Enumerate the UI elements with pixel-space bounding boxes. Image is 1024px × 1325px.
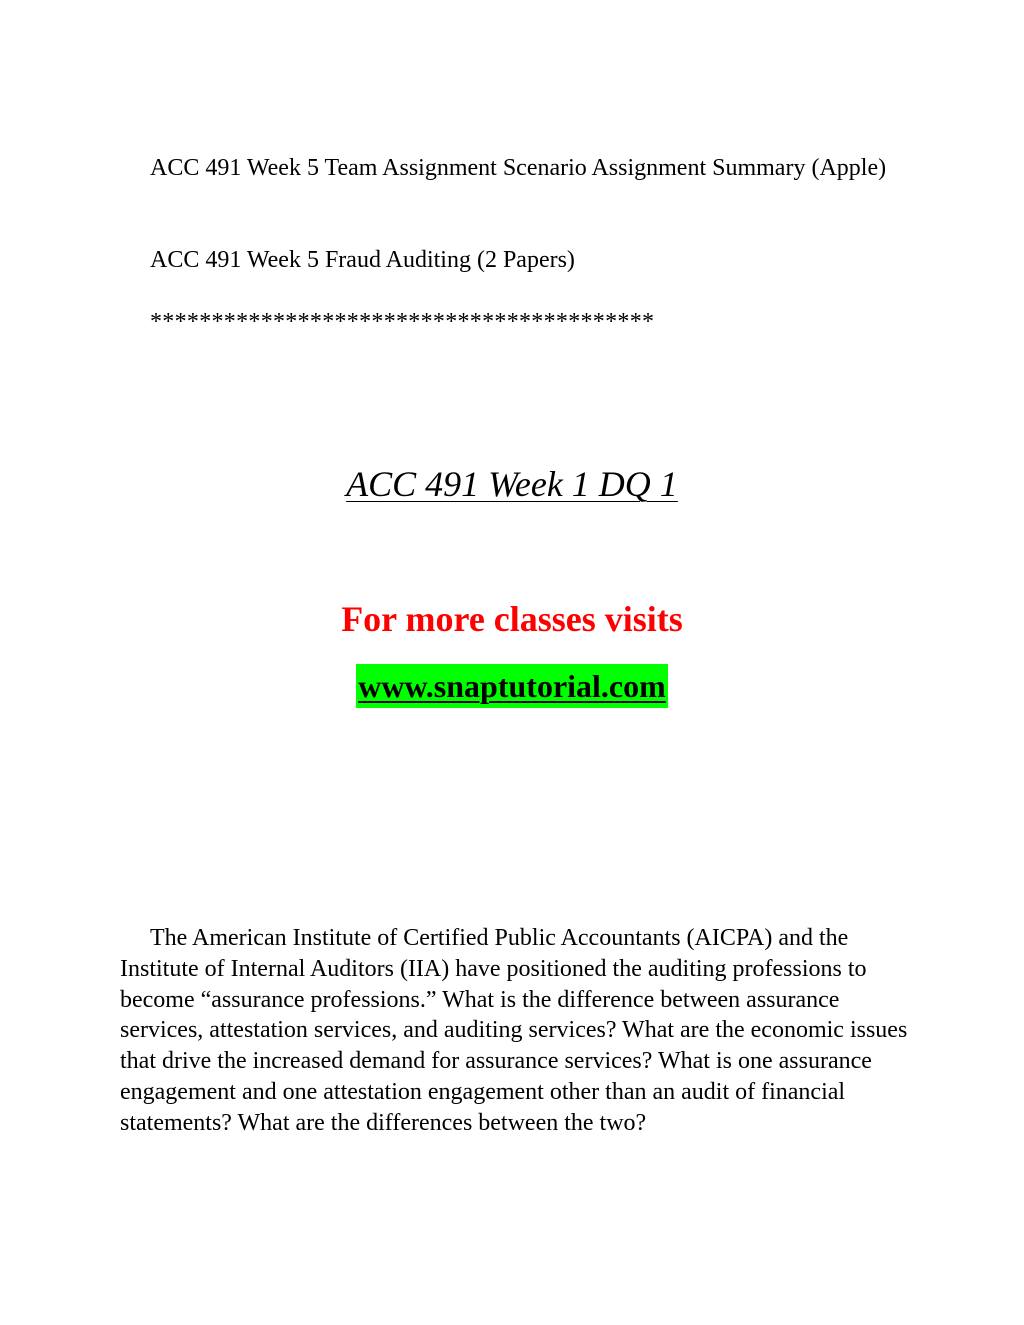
question-paragraph: The American Institute of Certified Public Accountants (AICPA) and the Institute of Internal Auditors (IIA) have positioned the auditing professions to become “assurance professions.” What is the difference between assurance services, attestation services, and auditing services? What are the economic issues that drive the increased demand for assurance services? What is one assurance engagement and one attestation engagement other than an audit of financial statements? What are the differences between the two? — [120, 925, 908, 1136]
promo-text: For more classes visits — [341, 599, 683, 639]
website-line — [0, 664, 1024, 708]
section-title-text: ACC 491 Week 1 DQ 1 — [346, 464, 678, 504]
separator-line: ***************************************** — [150, 309, 655, 335]
section-title — [0, 462, 1024, 506]
assignment-listing-line: ACC 491 Week 5 Team Assignment Scenario Assignment Summary (Apple) — [150, 155, 887, 181]
website-link[interactable]: www.snaptutorial.com — [356, 664, 668, 708]
assignment-listing-line: ACC 491 Week 5 Fraud Auditing (2 Papers) — [150, 247, 575, 273]
